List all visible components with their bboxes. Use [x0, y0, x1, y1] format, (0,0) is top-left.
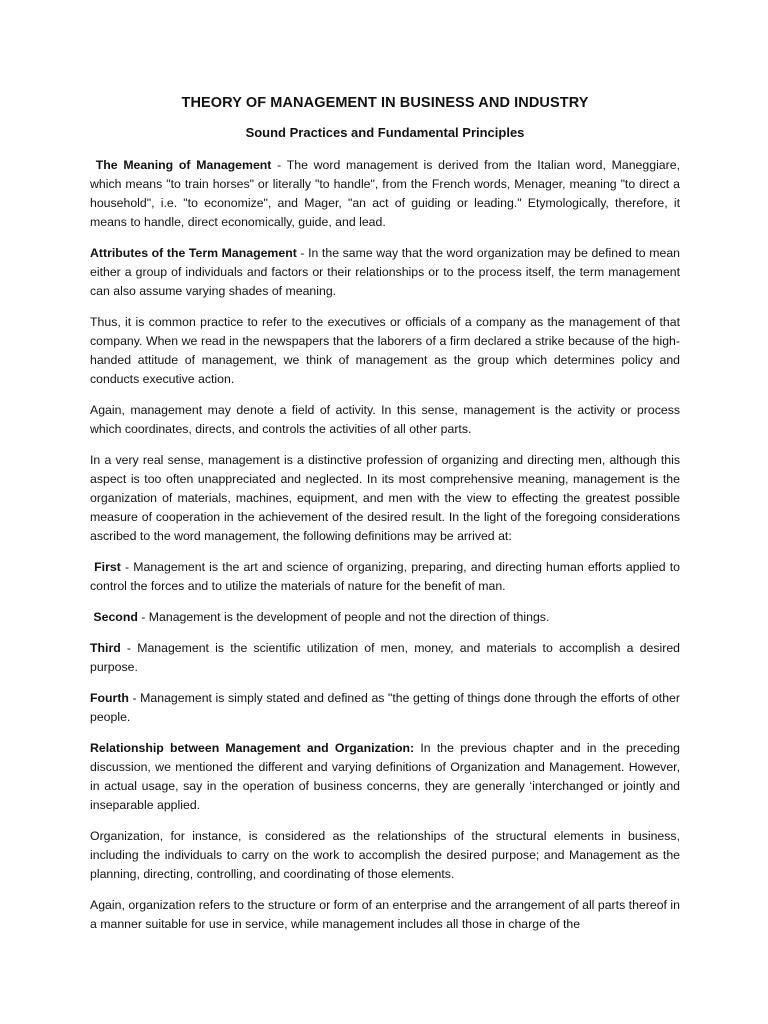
paragraph-text: - Management is the development of people and not the direction of things.	[137, 610, 550, 624]
paragraph-lead: Second	[90, 610, 138, 624]
paragraph	[90, 156, 680, 232]
paragraph	[90, 639, 680, 677]
paragraph	[90, 401, 680, 439]
paragraph-lead: Third	[90, 641, 121, 655]
paragraph-text: - The word management is derived from the Italian word, Maneggiare, which means "to train horses" or literally "to handle", from the French words, Menager, meaning "to direct a household", i.e. "to economize", and Mager, "an act of guiding or leading." Etymologically, therefore, it means to handle, direct economically, guide, and lead.	[90, 158, 680, 229]
paragraph-lead: Fourth	[90, 691, 129, 705]
paragraph	[90, 739, 680, 815]
paragraph	[90, 558, 680, 596]
paragraph	[90, 313, 680, 389]
document-body	[90, 156, 680, 934]
paragraph-text: - Management is the art and science of organizing, preparing, and directing human efforts applied to control the forces and to utilize the materials of nature for the benefit of man.	[90, 560, 680, 593]
document-title: THEORY OF MANAGEMENT IN BUSINESS AND INDUSTRY	[181, 95, 589, 111]
paragraph-lead: The Meaning of Management	[90, 158, 272, 172]
paragraph-lead: Relationship between Management and Organization:	[90, 741, 415, 755]
paragraph-lead: First	[90, 560, 121, 574]
paragraph	[90, 244, 680, 301]
document-subtitle: Sound Practices and Fundamental Principles	[245, 125, 525, 140]
paragraph	[90, 827, 680, 884]
paragraph-text: Again, management may denote a field of activity. In this sense, management is the activity or process which coordinates, directs, and controls the activities of all other parts.	[90, 403, 680, 436]
paragraph-text: Again, organization refers to the structure or form of an enterprise and the arrangement of all parts thereof in a manner suitable for use in service, while management includes all those in charge of the	[90, 898, 680, 931]
paragraph-text: - Management is the scientific utilization of men, money, and materials to accomplish a desired purpose.	[90, 641, 680, 674]
paragraph-text: In a very real sense, management is a distinctive profession of organizing and directing men, although this aspect is too often unappreciated and neglected. In its most comprehensive meaning, management is the organization of materials, machines, equipment, and men with the view to effecting the greatest possible measure of cooperation in the achievement of the desired result. In the light of the foregoing considerations ascribed to the word management, the following definitions may be arrived at:	[90, 453, 680, 543]
paragraph-text: - In the same way that the word organization may be defined to mean either a group of individuals and factors or their relationships or to the process itself, the term management can also assume varying shades of meaning.	[90, 246, 680, 298]
paragraph-text: - Management is simply stated and defined as "the getting of things done through the efforts of other people.	[90, 691, 680, 724]
paragraph	[90, 896, 680, 934]
paragraph-text: Thus, it is common practice to refer to the executives or officials of a company as the management of that company. When we read in the newspapers that the laborers of a firm declared a strike because of the high-handed attitude of management, we think of management as the group which determines policy and conducts executive action.	[90, 315, 680, 386]
paragraph	[90, 608, 680, 627]
paragraph-text: In the previous chapter and in the preceding discussion, we mentioned the different and varying definitions of Organization and Management. However, in actual usage, say in the operation of business concerns, they are generally ‘interchanged or jointly and inseparable applied.	[90, 741, 680, 812]
paragraph	[90, 689, 680, 727]
paragraph-lead: Attributes of the Term Management	[90, 246, 297, 260]
paragraph	[90, 451, 680, 546]
paragraph-text: Organization, for instance, is considered as the relationships of the structural elements in business, including the individuals to carry on the work to accomplish the desired purpose; and Management as the planning, directing, controlling, and coordinating of those elements.	[90, 829, 680, 881]
